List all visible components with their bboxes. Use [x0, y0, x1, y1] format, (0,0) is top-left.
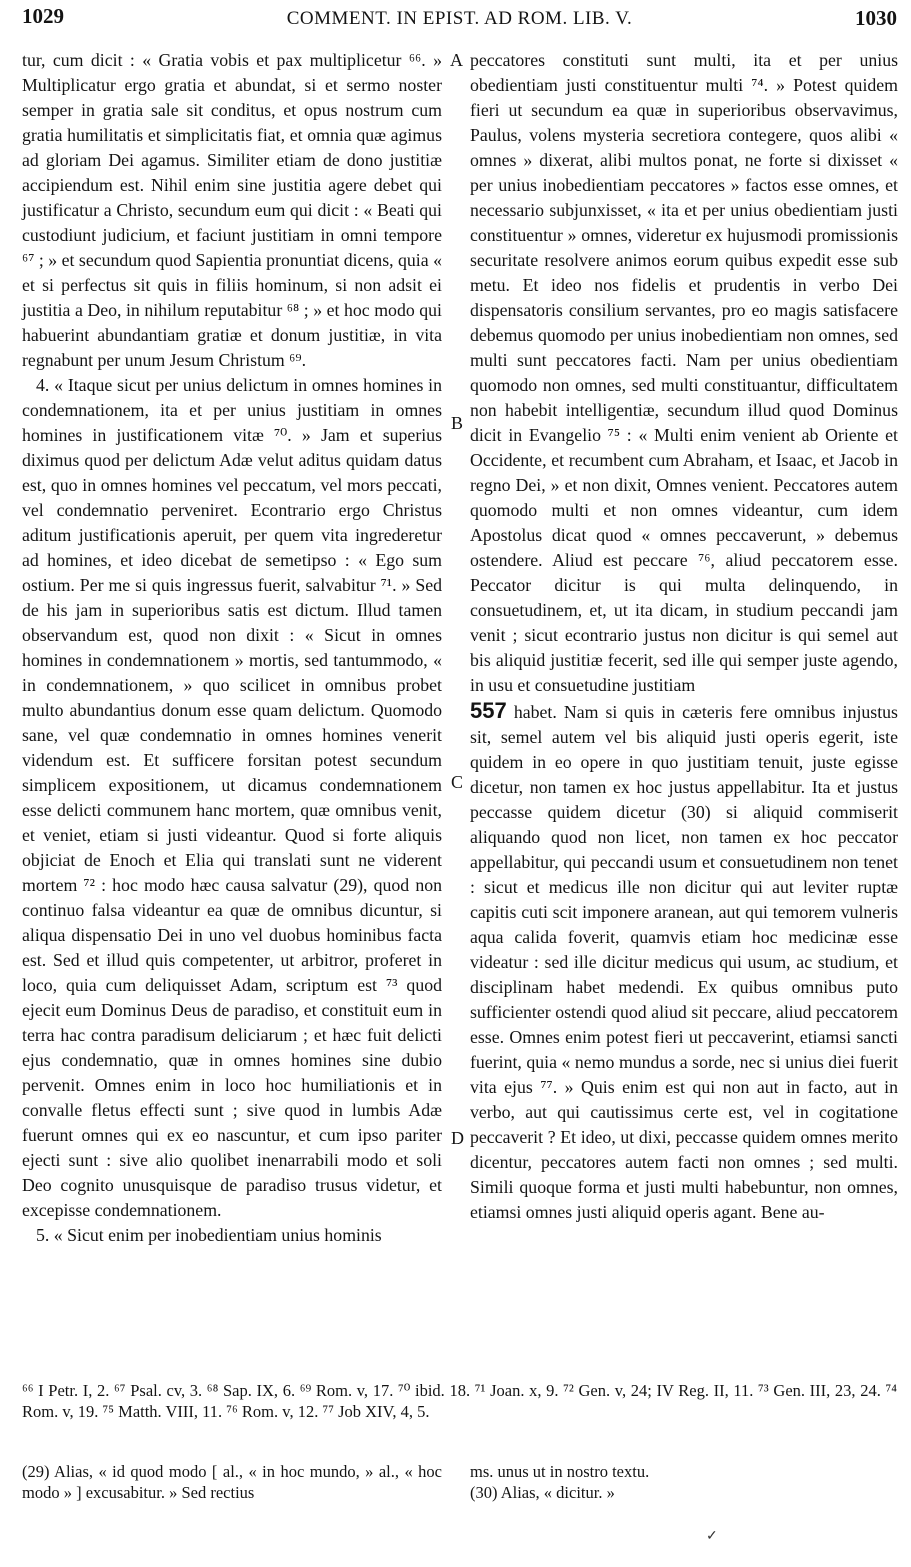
page-header — [22, 0, 897, 40]
variant-note-29: (29) Alias, « id quod modo [ al., « in hoc mundo, » al., « hoc modo » ] excusabitur. » Sed rectius — [22, 1462, 442, 1502]
variant-note-30: (30) Alias, « dicitur. » — [470, 1483, 615, 1502]
paragraph: 5. « Sicut enim per inobedientiam unius hominis — [36, 1225, 382, 1245]
margin-letter-b: B — [451, 413, 464, 433]
page-number-left: 1029 — [22, 4, 64, 28]
right-column — [470, 48, 898, 1225]
paragraph: 4. « Itaque sicut per unius delictum in omnes homines in condemnationem, ita et per unius justitiam in omnes homines in justificationem vitæ ⁷⁰. » Jam et superius diximus quod per delictum Adæ velut aditus quidam datus est, quo in omnes homines vel peccatum, vel mors peccati, vel condemnatio perveniret. Econtrario ergo Christus aditum justificationis aperuit, per quem vita ingrederetur ad homines, et ideo dicebat de semetipso : « Ego sum ostium. Per me si quis ingressus fuerit, salvabitur ⁷¹. » Sed de his jam in superioribus satis est dictum. Illud tamen observandum est, quod non dixit : « Sicut in omnes homines in condemnationem » mortis, sed tantummodo, « in condemnationem, » quo scilicet in omnibus probet multo abundantius donum esse quam delictum. Quomodo sane, vel quæ condemnatio in omnes homines venerit videndum est. Et sufficere forsitan potest secundum simplicem expositionem, ut dicamus condemnationem esse delicti communem hanc mortem, quæ omnibus venit, et veniet, etiam si justi videantur. Quod si forte aliquis objiciat de Enoch et Elia qui translati sunt ne viderent mortem ⁷² : hoc modo hæc causa salvatur (29), quod non continuo falsa videantur ea quæ de omnibus dicuntur, si aliqua dispensatio Dei in uno vel duobus hominibus facta est. Sed et illud quis competenter, ut arbitror, proferet in loco, quia cum deliquisset Adam, scriptum est ⁷³ quod ejecit eum Dominus Deus de paradiso, et constituit eum in terra hac contra paradisum deliciarum ; et hæc fuit delicti ejus condemnatio, quæ in omnes homines sine dubio pervenit. Omnes enim in loco hoc humiliationis et in convalle fletus effecti sunt ; sive quod in lumbis Adæ fuerunt omnes qui ex eo nascuntur, et cum ipso pariter ejecti sunt : sive alio quolibet inenarrabili modo et soli Deo cognito unusquisque de paradiso trusus videtur, et excepisse condemnationem. — [22, 375, 442, 1220]
page-number-right: 1030 — [855, 6, 897, 30]
running-title: COMMENT. IN EPIST. AD ROM. LIB. V. — [286, 8, 633, 29]
variant-note-right — [470, 1461, 898, 1503]
scripture-references: ⁶⁶ I Petr. I, 2. ⁶⁷ Psal. cv, 3. ⁶⁸ Sap. IX, 6. ⁶⁹ Rom. v, 17. ⁷⁰ ibid. 18. ⁷¹ Joan. x, 9. ⁷² Gen. v, 24; IV Reg. II, 11. ⁷³ Gen. III, 23, 24. ⁷⁴ Rom. v, 19. ⁷⁵ Matth. VIII, 11. ⁷⁶ Rom. v, 12. ⁷⁷ Job XIV, 4, 5. — [22, 1381, 897, 1421]
paragraph: tur, cum dicit : « Gratia vobis et pax multiplicetur ⁶⁶. » Multiplicatur ergo gratia et abundat, si et sermo noster semper in gratia sale sit conditus, et opus nostrum cum gratia humilitatis et simplicitatis fiat, et omnia quæ agimus ad gloriam Dei agamus. Similiter etiam de dono justitiæ accipiendum est. Nihil enim sine justitia agere debet qui justificatur a Christo, secundum eum qui dicit : « Beati qui custodiunt judicium, et faciunt justitiam in omni tempore ⁶⁷ ; » et secundum quod Sapientia pronuntiat dicens, quia « et si perfectus sit quis in filiis hominum, si non adsit ei justitia a Deo, in nihilum reputabitur ⁶⁸ ; » et hoc modo qui habuerint abundantiam gratiæ et donum justitiæ, in vita regnabunt per unum Jesum Christum ⁶⁹. — [22, 50, 442, 370]
paragraph-continued — [470, 698, 898, 1225]
paragraph-text: habet. Nam si quis in cæteris fere omnibus injustus sit, semel autem vel bis aliquid justi operis egerit, iste quidem in eo opere in quo justitiam tenuit, juste egisse dicetur, non tamen ex hoc justus appellabitur. Ita et justus peccasse quidem dicetur (30) si aliquid commiserit aliquando quod non licet, non tamen ex hoc peccator appellabitur, qui peccandi usum et consuetudinem non tenet : sicut et medicus ille non dicitur qui aut leviter ruptæ capitis cuti scit imponere aranean, aut qui temorem vulneris aqua calida foverit, quamvis etiam hoc medicinæ esse videatur : sed ille dicitur medicus qui usum, ac studium, et disciplinam habet medendi. Ex quibus omnibus puto sufficienter ostendi quod aliud sit peccare, aliud peccatorem esse. Omnes enim potest fieri ut peccaverint, etiamsi sancti fuerint, quia « nemo mundus a sorde, nec si unius diei fuerit vita ejus ⁷⁷. » Quis enim est qui non aut in facto, aut in verbo, aut qui cautissimus certe est, vel in cogitatione peccaverit ? Et ideo, ut dixi, peccasse quidem omnes merito dicentur, peccatores autem facti non omnes ; sed multi. Simili quoque forma et justi multi habebuntur, non omnes, etiamsi omnes justi aliquid operis agant. Bene au- — [470, 702, 898, 1222]
variant-note-left — [22, 1461, 442, 1503]
column-number-marker: 557 — [470, 698, 507, 723]
ink-mark: ✓ — [706, 1529, 718, 1544]
variant-note-29-continued: ms. unus ut in nostro textu. — [470, 1462, 650, 1481]
paragraph: peccatores constituti sunt multi, ita et per unius obedientiam justi constituentur multi ⁷⁴. » Potest quidem fieri ut secundum ea quæ in superioribus observavimus, Paulus, volens mysteria secretiora contegere, quos alibi « omnes » dixerat, alibi multos ponat, ne forte si dixisset « per unius inobedientiam peccatores » factos esse omnes, et necessario subjunxisset, « ita et per unius obedientiam justi constituentur » omnes, videretur ex hujusmodi promissionis securitate resolvere animos eorum quibus expedit esse sub metu. Et ideo nos fidelis et prudentis in verbo Dei dispensatoris consilium servantes, pro eo magis satisfacere debemus quomodo per unius inobedientiam non omnes, sed multi sunt peccatores facti. Nam per unius obedientiam quomodo non omnes, sed multi constituantur, difficultatem non habebit intelligentiæ, secundum illud quod Dominus dicit in Evangelio ⁷⁵ : « Multi enim venient ab Oriente et Occidente, et recumbent cum Abraham, et Isaac, et Jacob in regno Dei, » et non dixit, Omnes venient. Peccatores autem quomodo multi et non omnes videantur, cum idem Apostolus dicat quod « omnes peccaverunt, » debemus ostendere. Aliud est peccare ⁷⁶, aliud peccatorem esse. Peccator dicitur is qui multa delinquendo, in consuetudinem, et, ut ita dicam, in studium peccandi jam venit ; sicut econtrario justus non dicitur is qui semel aut bis aliquid justitiæ fecerit, sed ille qui semper juste agendo, in usu et consuetudine justitiam — [470, 50, 898, 695]
margin-letter-d: D — [451, 1128, 464, 1148]
margin-letter-a: A — [450, 50, 463, 70]
margin-letter-c: C — [451, 772, 464, 792]
footnote-references — [22, 1380, 897, 1422]
left-column — [22, 48, 442, 1248]
